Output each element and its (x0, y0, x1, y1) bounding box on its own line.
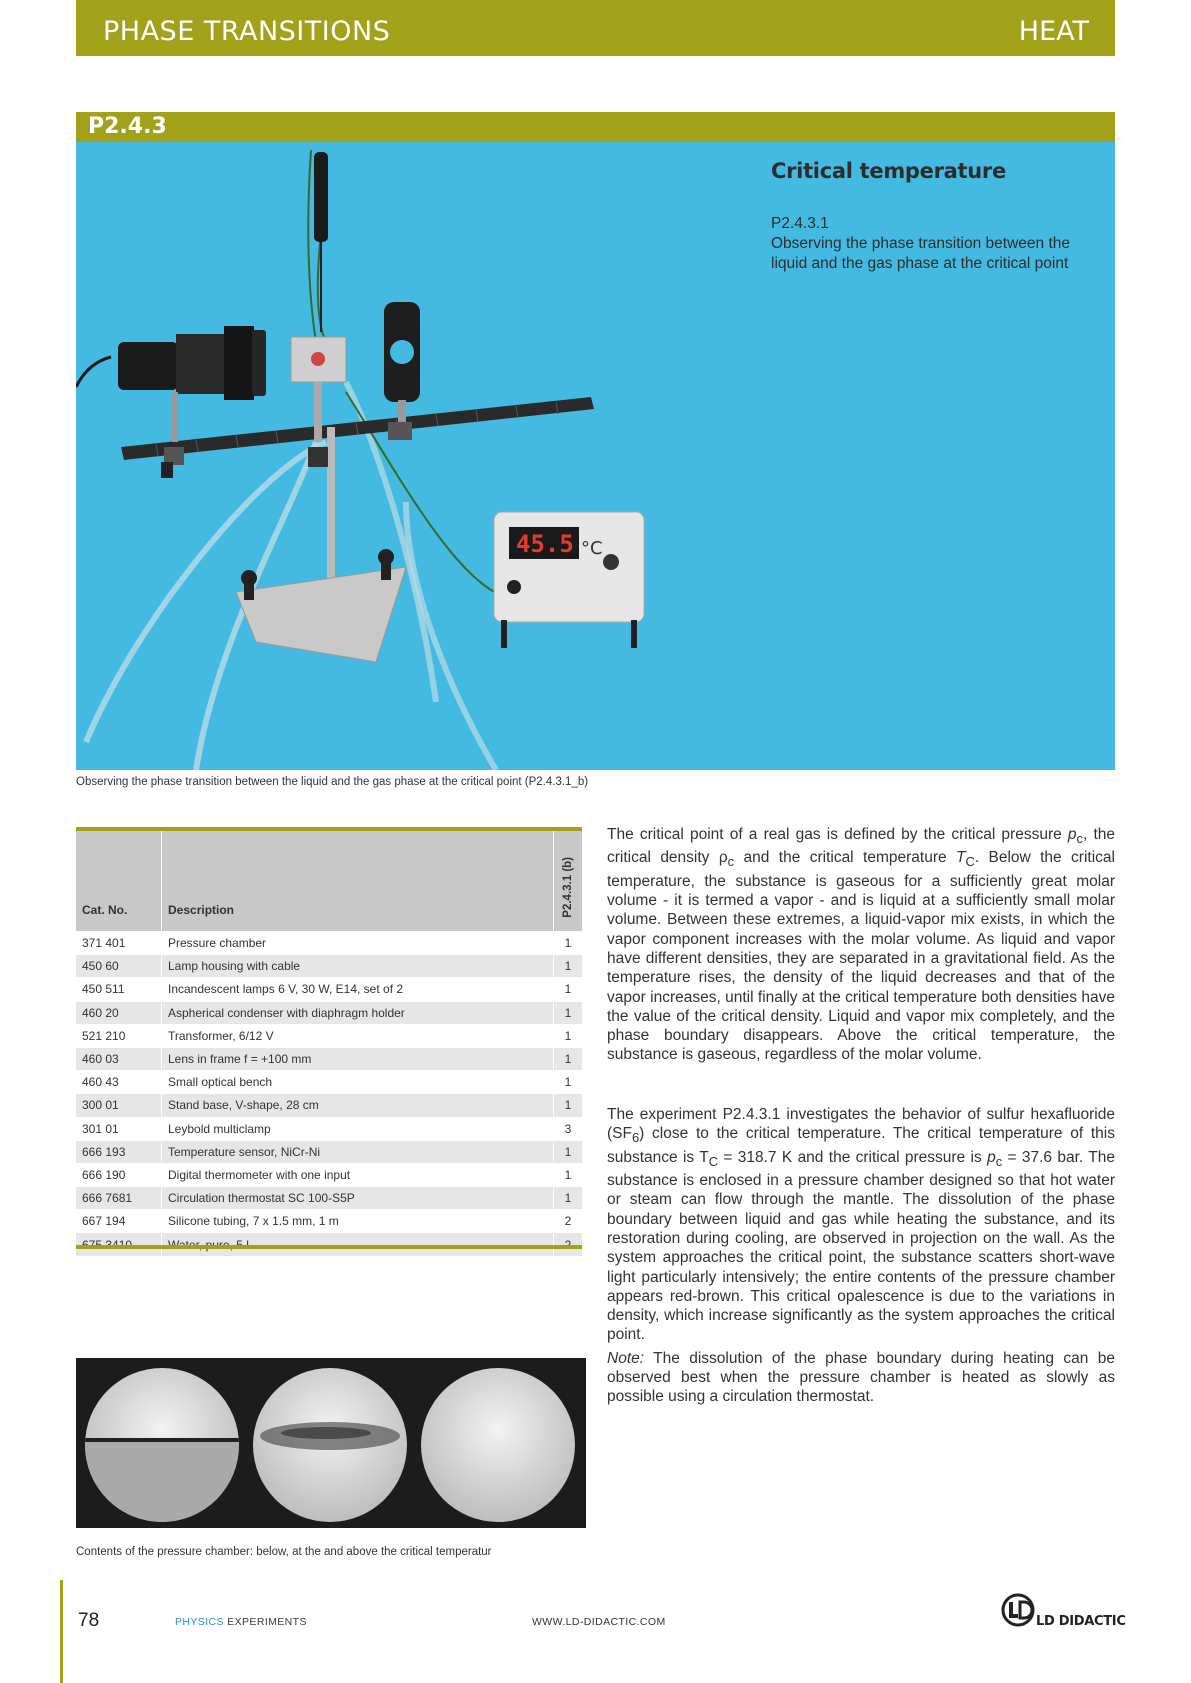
description-cell: Small optical bench (162, 1071, 554, 1094)
cat-no-cell: 450 511 (76, 978, 162, 1001)
cat-no-cell: 666 7681 (76, 1187, 162, 1210)
section-code: P2.4.3 (88, 114, 167, 139)
cat-no-cell: 300 01 (76, 1094, 162, 1117)
quantity-cell: 1 (554, 1024, 583, 1047)
description-cell: Lamp housing with cable (162, 955, 554, 978)
cat-no-cell: 450 60 (76, 955, 162, 978)
ld-logo-icon (1000, 1592, 1036, 1628)
description-cell: Aspherical condenser with diaphragm holder (162, 1001, 554, 1024)
experiment-description: Observing the phase transition between the liquid and the gas phase at the critical point (771, 235, 1070, 272)
chamber-contents-image (76, 1358, 586, 1528)
cat-no-cell: 460 43 (76, 1071, 162, 1094)
experiment-column-header: P2.4.3.1 (b) (554, 831, 583, 932)
table-row (76, 1001, 582, 1024)
cat-no-cell: 666 193 (76, 1140, 162, 1163)
table-row (76, 1117, 582, 1140)
display-unit: °C (581, 538, 603, 559)
table-row (76, 1210, 582, 1233)
footer-accent-line (60, 1580, 63, 1683)
description-cell: Silicone tubing, 7 x 1.5 mm, 1 m (162, 1210, 554, 1233)
quantity-cell: 1 (554, 932, 583, 955)
description-cell: Lens in frame f = +100 mm (162, 1047, 554, 1070)
table-row (76, 1140, 582, 1163)
description-header: Description (162, 831, 554, 932)
quantity-cell: 1 (554, 978, 583, 1001)
display-value: 45.5 (516, 530, 574, 558)
cat-no-cell: 667 194 (76, 1210, 162, 1233)
description-cell: Incandescent lamps 6 V, 30 W, E14, set of 2 (162, 978, 554, 1001)
table-row (76, 978, 582, 1001)
cat-no-cell: 460 03 (76, 1047, 162, 1070)
note-label: Note: (607, 1349, 645, 1367)
table-row (76, 1094, 582, 1117)
experiment-paragraph: The experiment P2.4.3.1 investigates the behavior of sulfur hexafluoride $(SF_6)$ close to the critical temperature. The critical temperature of this substance is $T_C = 318.7$ K and the critical pressure is $p_c = 37.6$ bar. The substance is enclosed in a pressure chamber designed so that hot water or steam can flow through the mantle. The dissolution of the phase boundary between liquid and gas while heating the substance, and its restoration during cooling, are observed in projection on the wall. As the system approaches the critical point, the substance scatters short-wave light particularly intensively; the entire contents of the pressure chamber appears red-brown. This critical opalescence is due to the variations in density, which increase significantly as the system approaches the critical point. Note: The dissolution of the phase boundary during heating can be observed best when the pressure chamber is heated as slowly as possible using a circulation thermostat. (607, 1106, 1116, 1406)
quantity-cell: 3 (554, 1117, 583, 1140)
cat-no-cell: 301 01 (76, 1117, 162, 1140)
cat-no-cell: 521 210 (76, 1024, 162, 1047)
table-row (76, 1163, 582, 1186)
quantity-cell: 1 (554, 955, 583, 978)
chapter-title: PHASE TRANSITIONS (103, 16, 391, 47)
experiment-code: P2.4.3.1 (771, 215, 829, 232)
section-bar (76, 112, 1115, 142)
description-cell: Leybold multiclamp (162, 1117, 554, 1140)
footer-series: PHYSICS EXPERIMENTS (175, 1616, 307, 1628)
header-bar (76, 0, 1115, 56)
photo-caption: Observing the phase transition between the liquid and the gas phase at the critical point (P2.4.3.1_b) (76, 776, 589, 788)
intro-paragraph: The critical point of a real gas is defined by the critical pressure $p_c$, the critical density $\rho_c$ and the critical temperature $T_C$. Below the critical temperature, the substance is gaseous for a sufficiently great molar volume - it is termed a vapor - and is liquid at a sufficiently small molar volume. Between these extremes, a liquid-vapor mix exists, in which the vapor component increases with the molar volume. As liquid and vapor have different densities, they are separated in a gravitational field. As the temperature rises, the density of the liquid decreases and that of the vapor increases, until finally at the critical temperature both densities have the value of the critical density. Liquid and vapor mix completely, and the phase boundary disappears. Above the critical temperature, the substance is gaseous, regardless of the molar volume. (607, 826, 1115, 1064)
table-row (76, 1071, 582, 1094)
quantity-cell: 1 (554, 1163, 583, 1186)
quantity-cell: 1 (554, 1187, 583, 1210)
experiment-title: Critical temperature (771, 159, 1006, 183)
brand-name: LD DIDACTIC (1036, 1614, 1126, 1629)
equipment-table (76, 831, 582, 1256)
table-row (76, 1047, 582, 1070)
circles-caption: Contents of the pressure chamber: below, at the and above the critical temperatur (76, 1546, 492, 1558)
quantity-cell: 1 (554, 1140, 583, 1163)
table-row (76, 932, 582, 955)
description-cell: Transformer, 6/12 V (162, 1024, 554, 1047)
cat-no-header: Cat. No. (76, 831, 162, 932)
circle-below-critical (76, 1368, 246, 1528)
description-cell: Circulation thermostat SC 100-S5P (162, 1187, 554, 1210)
circle-at-critical (253, 1368, 407, 1522)
table-row (76, 1187, 582, 1210)
cat-no-cell: 460 20 (76, 1001, 162, 1024)
quantity-cell: 1 (554, 1094, 583, 1117)
quantity-cell: 1 (554, 1047, 583, 1070)
description-cell: Pressure chamber (162, 932, 554, 955)
subject-title: HEAT (1018, 16, 1089, 47)
table-bottom-rule (76, 1245, 582, 1249)
table-row (76, 1024, 582, 1047)
experiment-photo (76, 142, 1115, 770)
description-cell: Stand base, V-shape, 28 cm (162, 1094, 554, 1117)
description-cell: Temperature sensor, NiCr-Ni (162, 1140, 554, 1163)
quantity-cell: 1 (554, 1071, 583, 1094)
page-number: 78 (78, 1610, 100, 1631)
cat-no-cell: 666 190 (76, 1163, 162, 1186)
cat-no-cell: 371 401 (76, 932, 162, 955)
circle-above-critical (421, 1368, 575, 1522)
description-cell: Digital thermometer with one input (162, 1163, 554, 1186)
table-row (76, 955, 582, 978)
quantity-cell: 2 (554, 1210, 583, 1233)
quantity-cell: 1 (554, 1001, 583, 1024)
footer-url[interactable]: WWW.LD-DIDACTIC.COM (532, 1616, 666, 1628)
